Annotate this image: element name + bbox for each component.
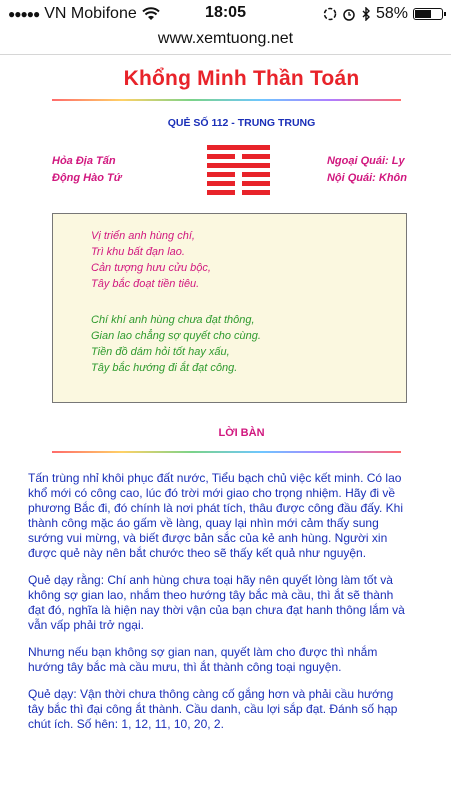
hexagram-right-info xyxy=(327,153,407,187)
url-text[interactable]: www.xemtuong.net xyxy=(157,30,294,47)
poem-line: Tây bắc hướng đi ắt đạt công. xyxy=(91,362,238,374)
battery-percent: 58% xyxy=(375,5,408,22)
paragraph: Quẻ dạy: Vận thời chưa thông càng cố gắng hơn và phải cầu hướng tây bắc thì đại công ắt thành. Cầu danh, cầu lợi sắp đạt. Đánh số hạp chút ích. Số hên: 1, 12, 11, 10, 20, 2. xyxy=(28,687,398,731)
rotation-lock-icon xyxy=(323,7,337,21)
poem-line: Vị triển anh hùng chí, xyxy=(91,230,195,242)
status-time: 18:05 xyxy=(205,4,246,21)
hexagram-broken-line xyxy=(207,190,270,195)
poem-line: Chí khí anh hùng chưa đạt thông, xyxy=(91,314,255,326)
que-title: QUẺ SỐ 112 - TRUNG TRUNG xyxy=(167,117,316,129)
hexagram-broken-line xyxy=(207,172,270,177)
status-right xyxy=(323,5,443,23)
signal-icon: ●●●●● xyxy=(8,7,40,21)
outer-trigram: Ngoại Quái: Ly xyxy=(326,155,405,167)
poem-line: Tiền đồ dám hỏi tốt hay xấu, xyxy=(91,346,230,358)
alarm-icon xyxy=(342,7,356,21)
section-title: LỜI BÀN xyxy=(218,427,265,439)
hexagram-name: Hỏa Địa Tấn xyxy=(52,155,116,167)
moving-line: Động Hào Tứ xyxy=(52,172,122,184)
status-bar xyxy=(0,0,451,28)
divider xyxy=(52,451,401,453)
hexagram-row xyxy=(52,145,431,195)
hexagram-solid-line xyxy=(207,145,270,150)
page-title: Khổng Minh Thần Toán xyxy=(123,67,360,90)
wifi-icon xyxy=(142,7,160,21)
poem-line: Trì khu bất đạn lao. xyxy=(91,246,185,258)
hexagram-broken-line xyxy=(207,181,270,186)
hexagram-broken-line xyxy=(207,154,270,159)
bluetooth-icon xyxy=(361,7,371,21)
url-bar[interactable] xyxy=(0,28,451,55)
poem-stanza-2 xyxy=(91,312,396,376)
poem-line: Cản tượng hưu cửu bộc, xyxy=(91,262,211,274)
status-left xyxy=(8,5,160,23)
divider xyxy=(52,99,401,101)
page-content xyxy=(0,67,451,732)
poem-box xyxy=(52,213,407,403)
battery-icon xyxy=(413,8,443,20)
inner-trigram: Nội Quái: Khôn xyxy=(326,172,407,184)
poem-stanza-1 xyxy=(91,228,396,292)
paragraph: Quẻ dạy rằng: Chí anh hùng chưa toại hãy nên quyết lòng làm tốt và không sợ gian lao, nhắm theo hướng tây bắc mà cầu, thì ắt sẽ thành đạt đó, nghĩa là hiện nay thời vận của bạn chưa đạt hanh thông lắm và vẫn vấp phải trở ngại. xyxy=(28,573,405,632)
poem-line: Tây bắc đoạt tiền tiêu. xyxy=(91,278,200,290)
paragraph: Nhưng nếu bạn không sợ gian nan, quyết làm cho được thì nhắm hướng tây bắc mà cầu mưu, thì ắt thành công toại nguyện. xyxy=(28,645,378,674)
hexagram-left-info xyxy=(52,153,122,187)
hexagram-solid-line xyxy=(207,163,270,168)
carrier-name: VN Mobifone xyxy=(44,5,137,22)
hexagram-symbol xyxy=(207,145,270,195)
paragraph: Tấn trùng nhỉ khôi phục đất nước, Tiểu bạch chủ việc kết minh. Có lao khổ mới có công cao, lúc đó trời mới giao cho trọng nhiệm. Hãy đi về phương Bắc đi, đó chính là nơi phát tích, thâu được công đầu đấy. Khi thành công mặc áo gấm về làng, quay lại nhìn mới cảm thấy sung sướng vui mừng, và biết được bản sắc của kẻ anh hùng. Người xin được quẻ này nên bắt chước theo sẽ thấy kết quả như nguyện. xyxy=(28,471,404,560)
poem-line: Gian lao chẳng sợ quyết cho cùng. xyxy=(91,330,261,342)
commentary xyxy=(22,471,431,732)
